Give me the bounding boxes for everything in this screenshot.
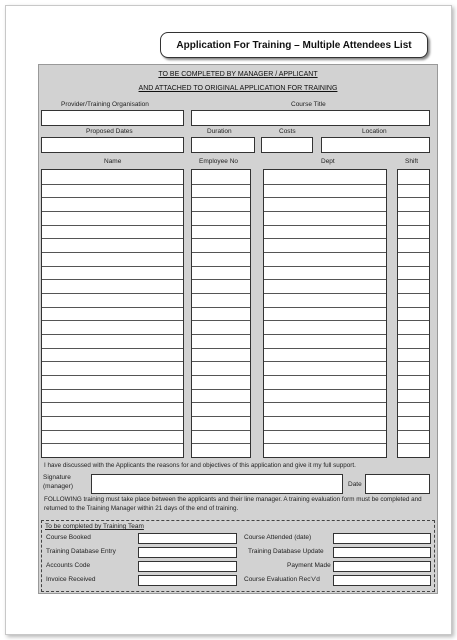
- dept-column-header: Dept: [321, 158, 335, 165]
- table-row-line: [42, 416, 183, 417]
- payment-made-field[interactable]: [333, 561, 431, 572]
- table-row-line: [398, 252, 429, 253]
- table-row-line: [42, 211, 183, 212]
- table-row-line: [192, 252, 250, 253]
- training-team-section: [41, 520, 435, 592]
- table-row-line: [192, 211, 250, 212]
- date-field[interactable]: [365, 474, 430, 494]
- table-row-line: [398, 197, 429, 198]
- table-row-line: [192, 307, 250, 308]
- table-row-line: [264, 389, 386, 390]
- proposed-dates-field[interactable]: [41, 137, 184, 153]
- training-database-entry-label: Training Database Entry: [46, 548, 116, 555]
- table-row-line: [264, 238, 386, 239]
- table-row-line: [42, 334, 183, 335]
- table-row-line: [398, 443, 429, 444]
- table-row-line: [42, 443, 183, 444]
- table-row-line: [264, 348, 386, 349]
- course-attended-field[interactable]: [333, 533, 431, 544]
- table-row-line: [42, 389, 183, 390]
- table-row-line: [398, 293, 429, 294]
- table-row-line: [264, 430, 386, 431]
- table-row-line: [264, 197, 386, 198]
- table-row-line: [192, 348, 250, 349]
- table-row-line: [398, 348, 429, 349]
- header-line-2: AND ATTACHED TO ORIGINAL APPLICATION FOR TRAINING: [138, 85, 338, 92]
- table-row-line: [398, 416, 429, 417]
- table-row-line: [192, 334, 250, 335]
- employee-no-column[interactable]: [191, 169, 251, 458]
- table-row-line: [42, 293, 183, 294]
- table-row-line: [42, 279, 183, 280]
- table-row-line: [192, 430, 250, 431]
- table-row-line: [42, 252, 183, 253]
- table-row-line: [398, 211, 429, 212]
- table-row-line: [192, 184, 250, 185]
- table-row-line: [398, 375, 429, 376]
- duration-field[interactable]: [191, 137, 255, 153]
- table-row-line: [264, 361, 386, 362]
- table-row-line: [192, 320, 250, 321]
- manager-label: (manager): [43, 483, 73, 490]
- table-row-line: [192, 279, 250, 280]
- form-panel: [38, 64, 438, 594]
- table-row-line: [192, 266, 250, 267]
- proposed-dates-label: Proposed Dates: [86, 128, 133, 135]
- table-row-line: [398, 307, 429, 308]
- invoice-received-label: Invoice Received: [46, 576, 96, 583]
- table-row-line: [42, 197, 183, 198]
- header-line-1: TO BE COMPLETED BY MANAGER / APPLICANT: [158, 71, 318, 78]
- course-evaluation-field[interactable]: [333, 575, 431, 586]
- costs-field[interactable]: [261, 137, 313, 153]
- table-row-line: [42, 361, 183, 362]
- course-attended-label: Course Attended (date): [244, 534, 312, 541]
- table-row-line: [192, 443, 250, 444]
- invoice-received-field[interactable]: [138, 575, 237, 586]
- table-row-line: [42, 375, 183, 376]
- table-row-line: [398, 334, 429, 335]
- table-row-line: [264, 252, 386, 253]
- table-row-line: [398, 320, 429, 321]
- table-row-line: [264, 307, 386, 308]
- table-row-line: [264, 184, 386, 185]
- shift-column-header: Shift: [405, 158, 419, 165]
- signature-label: Signature: [43, 474, 71, 481]
- dept-column[interactable]: [263, 169, 387, 458]
- location-label: Location: [362, 128, 387, 135]
- table-row-line: [264, 443, 386, 444]
- following-text: FOLLOWING training must take place between the applicants and their line manager. A training evaluation form must be completed and returned to the Training Manager within 21 days of the end of training.: [44, 496, 422, 512]
- name-column[interactable]: [41, 169, 184, 458]
- table-row-line: [192, 361, 250, 362]
- table-row-line: [42, 320, 183, 321]
- location-field[interactable]: [321, 137, 430, 153]
- table-row-line: [398, 279, 429, 280]
- form-title: Application For Training – Multiple Attendees List: [160, 32, 428, 58]
- table-row-line: [42, 184, 183, 185]
- table-row-line: [42, 266, 183, 267]
- provider-label: Provider/Training Organisation: [61, 101, 149, 108]
- table-row-line: [42, 402, 183, 403]
- table-row-line: [398, 389, 429, 390]
- shift-column[interactable]: [397, 169, 430, 458]
- signature-field[interactable]: [91, 474, 343, 494]
- table-row-line: [42, 307, 183, 308]
- training-database-entry-field[interactable]: [138, 547, 237, 558]
- table-row-line: [192, 238, 250, 239]
- table-row-line: [398, 184, 429, 185]
- course-title-label: Course Title: [291, 101, 326, 108]
- provider-field[interactable]: [41, 110, 184, 126]
- table-row-line: [264, 225, 386, 226]
- table-row-line: [264, 320, 386, 321]
- table-row-line: [398, 225, 429, 226]
- table-row-line: [264, 279, 386, 280]
- course-booked-label: Course Booked: [46, 534, 91, 541]
- table-row-line: [192, 293, 250, 294]
- table-row-line: [192, 416, 250, 417]
- training-database-update-label: Training Database Update: [248, 548, 324, 555]
- table-row-line: [192, 225, 250, 226]
- table-row-line: [192, 375, 250, 376]
- course-booked-field[interactable]: [138, 533, 237, 544]
- training-team-heading: To be completed by Training Team: [45, 523, 144, 530]
- accounts-code-label: Accounts Code: [46, 562, 91, 569]
- table-row-line: [192, 389, 250, 390]
- course-title-field[interactable]: [191, 110, 430, 126]
- table-row-line: [192, 197, 250, 198]
- table-row-line: [264, 375, 386, 376]
- table-row-line: [42, 348, 183, 349]
- name-column-header: Name: [104, 158, 122, 165]
- table-row-line: [42, 225, 183, 226]
- costs-label: Costs: [279, 128, 296, 135]
- payment-made-label: Payment Made: [287, 562, 331, 569]
- table-row-line: [398, 361, 429, 362]
- table-row-line: [264, 211, 386, 212]
- table-row-line: [264, 416, 386, 417]
- table-row-line: [264, 334, 386, 335]
- table-row-line: [42, 430, 183, 431]
- table-row-line: [398, 402, 429, 403]
- table-row-line: [42, 238, 183, 239]
- table-row-line: [398, 266, 429, 267]
- accounts-code-field[interactable]: [138, 561, 237, 572]
- date-label: Date: [348, 481, 362, 488]
- table-row-line: [398, 238, 429, 239]
- table-row-line: [192, 402, 250, 403]
- table-row-line: [264, 266, 386, 267]
- table-row-line: [264, 402, 386, 403]
- course-evaluation-label: Course Evaluation Rec'v'd: [244, 576, 320, 583]
- support-statement: I have discussed with the Applicants the reasons for and objectives of this application and give it my full support.: [44, 462, 356, 469]
- training-database-update-field[interactable]: [333, 547, 431, 558]
- employee-no-column-header: Employee No: [199, 158, 239, 165]
- table-row-line: [398, 430, 429, 431]
- duration-label: Duration: [207, 128, 232, 135]
- table-row-line: [264, 293, 386, 294]
